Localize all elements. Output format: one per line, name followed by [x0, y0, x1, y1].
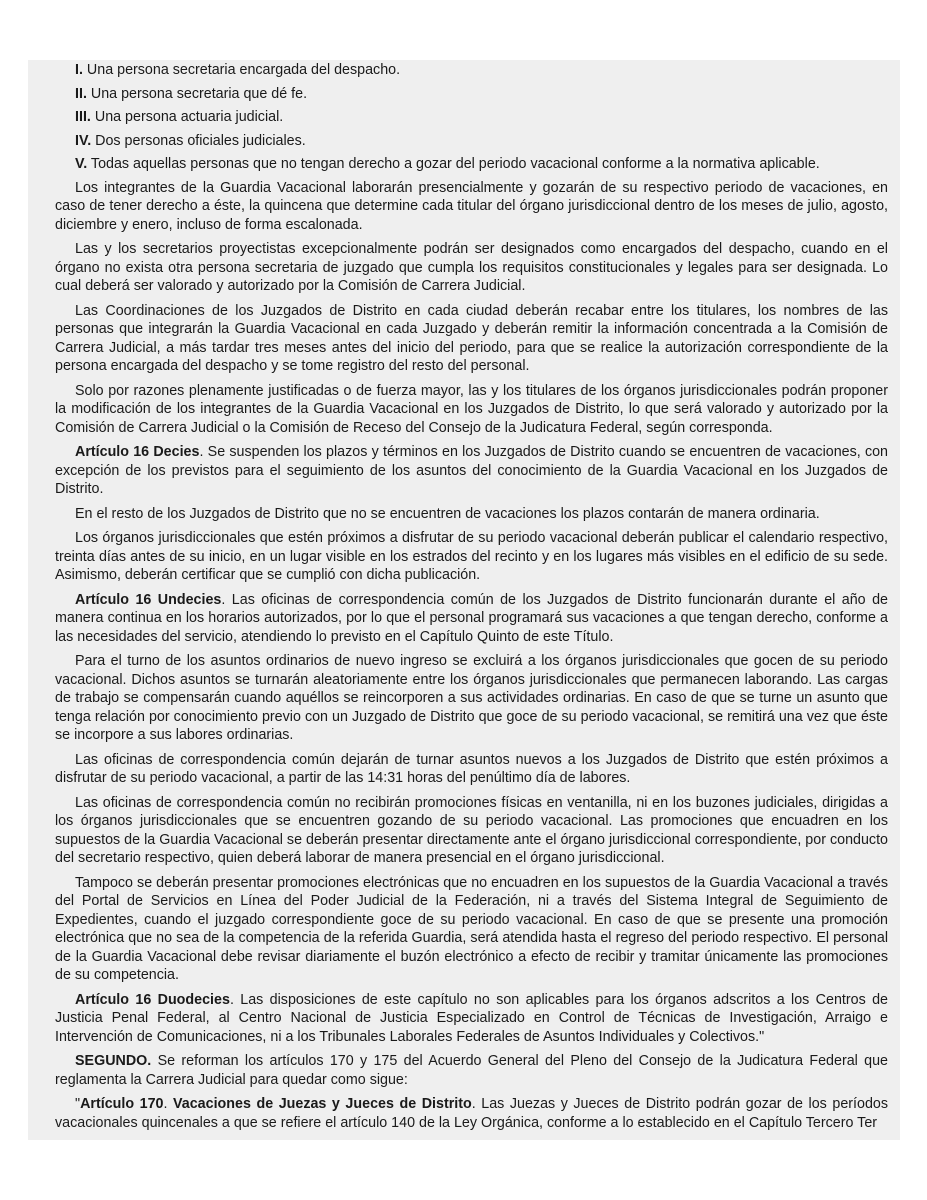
paragraph-text: . Las oficinas de correspondencia común de los Juzgados de Distrito funcionarán durante el año de manera continua en los horarios autorizados, por lo que el personal programará sus vacaciones a que tengan derecho, conforme a las necesidades del servicio, atendiendo lo previsto en el Capítulo Quinto de este Título. [55, 591, 888, 645]
paragraph [55, 179, 888, 235]
article-heading: Artículo 170 [80, 1096, 164, 1112]
article-heading: Artículo 16 Decies [75, 444, 200, 460]
paragraph-text: Se reforman los artículos 170 y 175 del Acuerdo General del Pleno del Consejo de la Judicatura Federal que reglamenta la Carrera Judicial para quedar como sigue: [55, 1053, 888, 1088]
paragraph-text: Los órganos jurisdiccionales que estén próximos a disfrutar de su periodo vacacional deberán publicar el calendario respectivo, treinta días antes de su inicio, en un lugar visible en los estrados del recinto y en los lugares más visibles en el edificio de su sede. Asimismo, deberán certificar que se cumplió con dicha publicación. [55, 530, 888, 583]
paragraph-text: Las Coordinaciones de los Juzgados de Distrito en cada ciudad deberán recabar entre los titulares, los nombres de las personas que integrarán la Guardia Vacacional en cada Juzgado y deberán remitir la información concentrada a la Comisión de Carrera Judicial, a más tardar tres meses antes del inicio del periodo, para que se realice la autorización correspondiente de la persona encargada del despacho y se tome registro del resto del personal. [55, 302, 888, 374]
paragraph-text: Los integrantes de la Guardia Vacacional laborarán presencialmente y gozarán de su respectivo periodo de vacaciones, en caso de tener derecho a éste, la quincena que determine cada titular del órgano jurisdiccional dentro de los meses de julio, agosto, diciembre y enero, incluso de forma escalonada. [55, 179, 888, 233]
paragraph-text: . Las disposiciones de este capítulo no son aplicables para los órganos adscritos a los Centros de Justicia Penal Federal, al Centro Nacional de Justicia Especializado en Control de Técnicas de Investigación, Arraigo e Intervención de Comunicaciones, ni a los Tribunales Laborales Federales de Asuntos Individuales y Colectivos." [55, 991, 888, 1045]
paragraph-text: Las oficinas de correspondencia común dejarán de turnar asuntos nuevos a los Juzgados de Distrito que estén próximos a disfrutar de su periodo vacacional, a partir de las 14:31 horas del penúltimo día de labores. [55, 751, 888, 786]
list-item [55, 155, 888, 174]
list-item [55, 132, 888, 151]
paragraph-text: . Se suspenden los plazos y términos en los Juzgados de Distrito cuando se encuentren de vacaciones, con excepción de los previstos para el seguimiento de los asuntos del conocimiento de la Guardia Vacacional en los Juzgados de Distrito. [55, 444, 888, 497]
article-subheading: Vacaciones de Juezas y Jueces de Distrito [173, 1096, 472, 1112]
paragraph [55, 652, 888, 745]
article-heading: Artículo 16 Undecies [75, 591, 222, 608]
list-item [55, 108, 888, 127]
list-item-text: Todas aquellas personas que no tengan derecho a gozar del periodo vacacional conforme a la normativa aplicable. [87, 156, 820, 172]
paragraph-text: Para el turno de los asuntos ordinarios de nuevo ingreso se excluirá a los órganos jurisdiccionales que gocen de su periodo vacacional. Dichos asuntos se turnarán aleatoriamente entre los órganos jurisdiccionales que permanecen laborando. Las cargas de trabajo se compensarán cuando aquéllos se reincorporen a sus actividades ordinarias. En caso de que se turne un asunto que tenga relación por conocimiento previo con un Juzgado de Distrito que goce de su periodo vacacional, se remitirá una vez que éste se incorpore a sus labores ordinarias. [55, 653, 888, 743]
paragraph-text: Las y los secretarios proyectistas excepcionalmente podrán ser designados como encargados del despacho, cuando en el órgano no exista otra persona secretaria de juzgado que cumpla los requisitos constitucionales y legales para ser designada. Lo cual deberá ser valorado y autorizado por la Comisión de Carrera Judicial. [55, 241, 888, 294]
list-item-number: I. [75, 62, 83, 78]
paragraph-text: Tampoco se deberán presentar promociones electrónicas que no encuadren en los supuestos de la Guardia Vacacional a través del Portal de Servicios en Línea del Poder Judicial de la Federación, ni a través del Sistema Integral de Seguimiento de Expedientes, cuando el juzgado correspondiente goce de su periodo vacacional. En caso de que se presente una promoción electrónica que no sea de la competencia de la referida Guardia, será atendida hasta el regreso del periodo respectivo. El personal de la Guardia Vacacional debe revisar diariamente el buzón electrónico a efecto de recibir y tramitar únicamente las promociones de su competencia. [55, 874, 888, 983]
paragraph [55, 529, 888, 585]
paragraph [55, 1095, 888, 1132]
list-item-text: Dos personas oficiales judiciales. [91, 132, 306, 149]
article-heading: SEGUNDO. [75, 1053, 152, 1069]
paragraph [55, 443, 888, 499]
list-item [55, 85, 888, 104]
paragraph-quote: " [75, 1096, 81, 1112]
paragraph [55, 302, 888, 376]
paragraph [55, 240, 888, 296]
paragraph-text: En el resto de los Juzgados de Distrito que no se encuentren de vacaciones los plazos contarán de manera ordinaria. [75, 505, 820, 522]
paragraph [55, 591, 888, 647]
paragraph [55, 751, 888, 788]
document-page [28, 60, 900, 1140]
list-item-text: Una persona secretaria encargada del despacho. [82, 62, 401, 78]
paragraph [55, 505, 888, 524]
paragraph-text: Las oficinas de correspondencia común no recibirán promociones físicas en ventanilla, ni en los buzones judiciales, dirigidas a los órganos jurisdiccionales que se encuentren gozando de su periodo vacacional. Las promociones que encuadren en los supuestos de la Guardia Vacacional se deberán presentar directamente ante el órgano jurisdiccional correspondiente, por conducto del secretario respectivo, quien deberá laborar de manera presencial en el órgano jurisdiccional. [55, 794, 888, 866]
list-item-number: II. [75, 85, 87, 102]
paragraph [55, 874, 888, 985]
list-item-text: Una persona secretaria que dé fe. [86, 85, 308, 102]
list-item [55, 61, 888, 80]
paragraph-separator: . [163, 1096, 174, 1112]
paragraph [55, 991, 888, 1047]
document-body [55, 60, 888, 1132]
article-heading: Artículo 16 Duodecies [75, 991, 230, 1008]
paragraph-text: Solo por razones plenamente justificadas o de fuerza mayor, las y los titulares de los órganos jurisdiccionales podrán proponer la modificación de los integrantes de la Guardia Vacacional en los Juzgados de Distrito, lo que será valorado y autorizado por la Comisión de Carrera Judicial o la Comisión de Receso del Consejo de la Judicatura Federal, según corresponda. [55, 382, 888, 436]
paragraph-text: . Las Juezas y Jueces de Distrito podrán gozar de los períodos vacacionales quincenales a que se refiere el artículo 140 de la Ley Orgánica, conforme a lo establecido en el Capítulo Tercero Ter [55, 1096, 889, 1131]
list-item-number: III. [75, 109, 91, 125]
paragraph [55, 382, 888, 438]
paragraph [55, 1052, 888, 1089]
paragraph [55, 794, 888, 868]
list-item-number: IV. [75, 132, 92, 149]
list-item-number: V. [75, 156, 88, 172]
list-item-text: Una persona actuaria judicial. [90, 109, 284, 125]
